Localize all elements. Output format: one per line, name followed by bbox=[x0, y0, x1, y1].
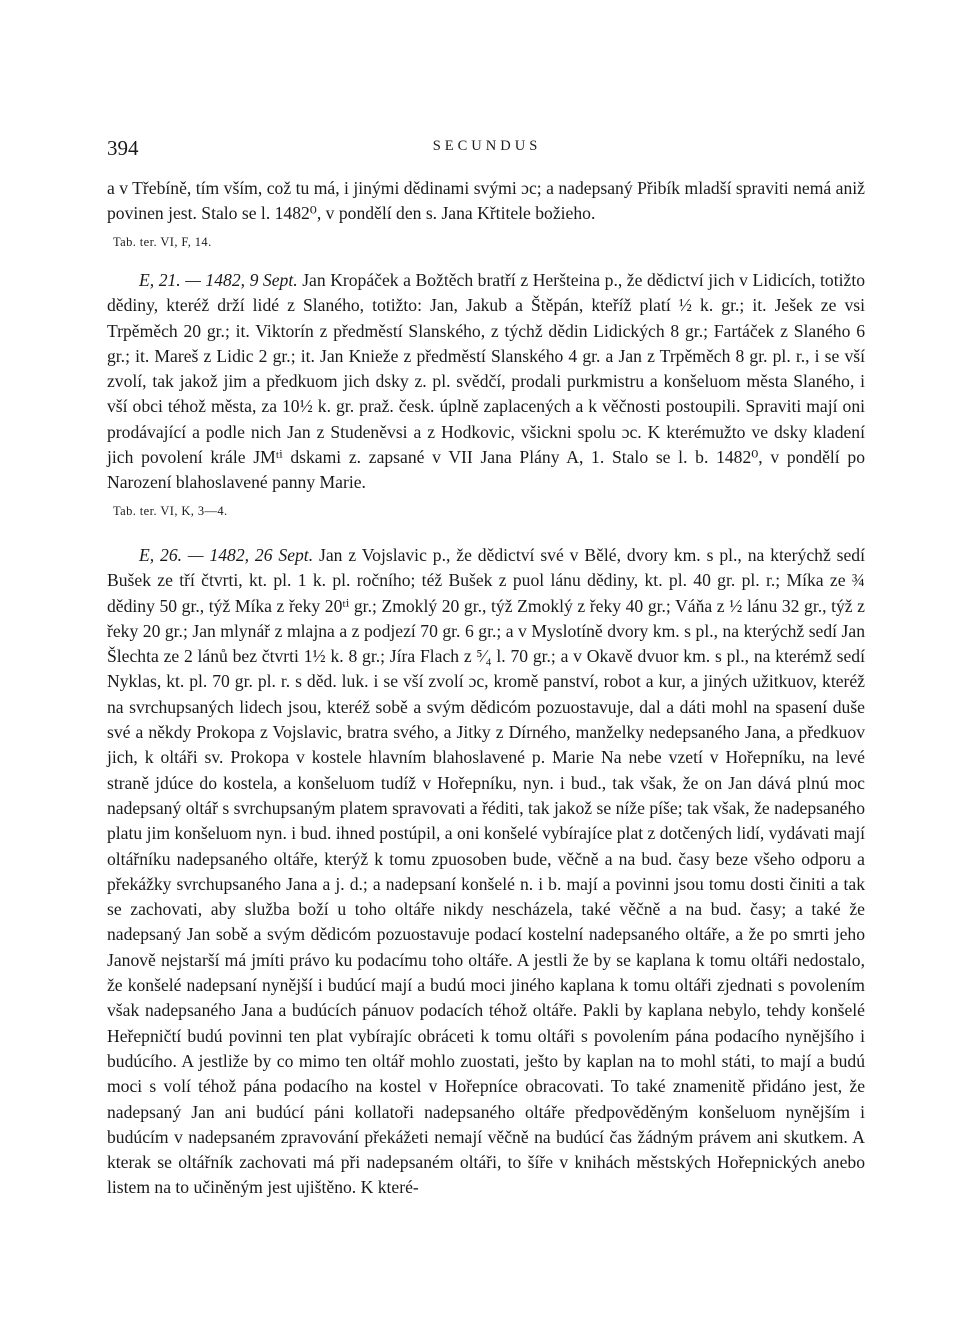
entry-paragraph bbox=[107, 268, 865, 496]
entry-reference: Tab. ter. VI, K, 3—4. bbox=[113, 503, 228, 518]
page-header bbox=[107, 136, 867, 162]
entry-heading: E, 21. — 1482, 9 Sept. bbox=[139, 270, 298, 290]
entry-text: Jan z Vojslavic p., že dědictví své v Bělé, dvory km. s pl., na kterýchž sedí Bušek ze tří čtvrti, kt. pl. 1 k. pl. ročního; též Bušek z puol lánu dědiny, kt. pl. 40 gr. pl. r.; Míka ze ¾ dědiny 50 gr., týž Míka z řeky 20ᵗⁱ gr.; Zmoklý 20 gr., týž Zmoklý z řeky 40 gr.; Váňa z ½ lánu 32 gr., týž z řeky 20 gr.; Jan mlynář z mlajna a z podjezí 70 gr. 6 gr.; a v Myslotíně dvory km. s pl., na kterýchž sedí Jan Šlechta ze 2 lánů bez čtvrti 1½ k. 8 gr.; Jíra Flach z ⁵⁄₄ l. 70 gr.; a v Okavě dvuor km. s pl., na kterémž sedí Nyklas, kt. pl. 70 gr. pl. r. s děd. luk. i se vší zvolí ɔc, kromě panství, robot a kur, a jiných užitkuov, kteréž na svrchupsaných lidech jsou, kteréž sobě a svým dědicóm pozuostavuje, dal a dáti mohl na spasení duše své a někdy Prokopa z Vojslavic, bratra svého, a Jitky z Dírného, manželky nedepsaného Jana, a předkuov jich, k oltáři sv. Prokopa v kostele hlavním blahoslavené p. Marie Na nebe vzetí v Hořepníku, na levé straně jdúce do kostela, a konšeluom tudíž v Hořepníku, nyn. i bud., tak však, že on Jan dává plnú moc nadepsaný oltář s svrchupsaným platem spravovati a řéditi, tak jakož se níže píše; tak však, že nadepsaného platu jim konšeluom nyn. i bud. ihned postúpil, a oni konšelé vybírajíce plat z dotčených lidí, vydávati mají oltářníku nadepsaného oltáře, kterýž k tomu zpuosoben bude, věčně a na bud. časy beze všeho odporu a překážky svrchupsaného Jana a j. d.; a nadepsaní konšelé n. i b. mají a povinni jsou tomu dosti činiti a tak se zachovati, aby služba boží u toho oltáře nikdy nescházela, také věčně a na bud. časy; a také že nadepsaný Jan sobě a svým dědicóm pozuostavuje podací kostelní nadepsaného oltáře, a že po smrti jeho Janově nejstarší má jmíti právo ku podacímu toho oltáře. A jestli že by se kaplana k tomu oltáři nedostalo, že konšelé nadepsaní nynější i budúcí mají a budú moci jiného kaplana k tomu oltáři zjednati s povolením však nadepsaného Jana a budúcích pánuov podacích téhož oltáře. Pakli by kaplana nebylo, tehdy konšelé Heřepničtí budú povinni ten plat vybírajíc obráceti k tomu oltáři s povolením pána podacího nynějšího i budúcího. A jestliže by co mimo ten oltář mohlo zuostati, ješto by kaplan na to mohl státi, to mají a budú moci s volí téhož pána podacího na kostel v Hořepníce obracovati. To také znamenitě přidáno jest, že nadepsaný Jan ani budúcí páni kollatoři nadepsaného oltáře předpověděným konšeluom nynějším i budúcím v nadepsaném zpravování překážeti nemají věčně na budúcí čas žádným právem ani skutkem. A kterak se oltářník zachovati má při nadepsaném oltáři, to šíře v knihách městských Hořepnických anebo listem na to učiněným jest ujištěno. K které- bbox=[107, 545, 865, 1198]
entry-paragraph bbox=[107, 543, 865, 1201]
entry-heading: E, 26. — 1482, 26 Sept. bbox=[139, 545, 314, 565]
intro-reference: Tab. ter. VI, F, 14. bbox=[113, 234, 212, 249]
intro-paragraph: a v Třebíně, tím vším, což tu má, i jinými dědinami svými ɔc; a nadepsaný Přibík mladší spraviti nemá aniž povinen jest. Stalo se l. 1482⁰, v pondělí den s. Jana Křtitele božieho. bbox=[107, 178, 865, 224]
intro-section bbox=[107, 176, 865, 250]
entry-e21 bbox=[107, 268, 865, 519]
entry-text: Jan Kropáček a Božtěch bratří z Heršteina p., že dědictví jich v Lidicích, totižto dědiny, kteréž drží lidé z Slaného, totižto: Jan, Jakub a Štěpán, kteříž platí ½ k. gr.; it. Ješek ze vsi Trpěměch 20 gr.; it. Viktorín z předměstí Slanského, z týchž dědin Lidických 8 gr.; Fartáček z Slaného 6 gr.; it. Mareš z Lidic 2 gr.; it. Jan Knieže z předměstí Slanského 4 gr. a Jan z Trpěměch 8 gr. pl. r., i se vší zvolí, tak jakož jim a předkuom jich dsky z. pl. svědčí, prodali purkmistru a konšeluom města Slaného, i vší obci téhož města, za 10½ k. gr. praž. česk. úplně zaplacených a k věčnosti postoupili. Spraviti mají oni prodávající a podle nich Jan z Studeněvsi a z Hodkovic, všickni spolu ɔc. K kterémužto ve dsky kladení jich povolení krále JMᵗⁱ dskami z. zapsané v VII Jana Plány A, 1. Stalo se l. b. 1482⁰, v pondělí po Narození blahoslavené panny Marie. bbox=[107, 270, 866, 493]
page-number: 394 bbox=[107, 136, 139, 160]
entry-e26 bbox=[107, 543, 865, 1201]
running-head: SECUNDUS bbox=[432, 138, 542, 154]
